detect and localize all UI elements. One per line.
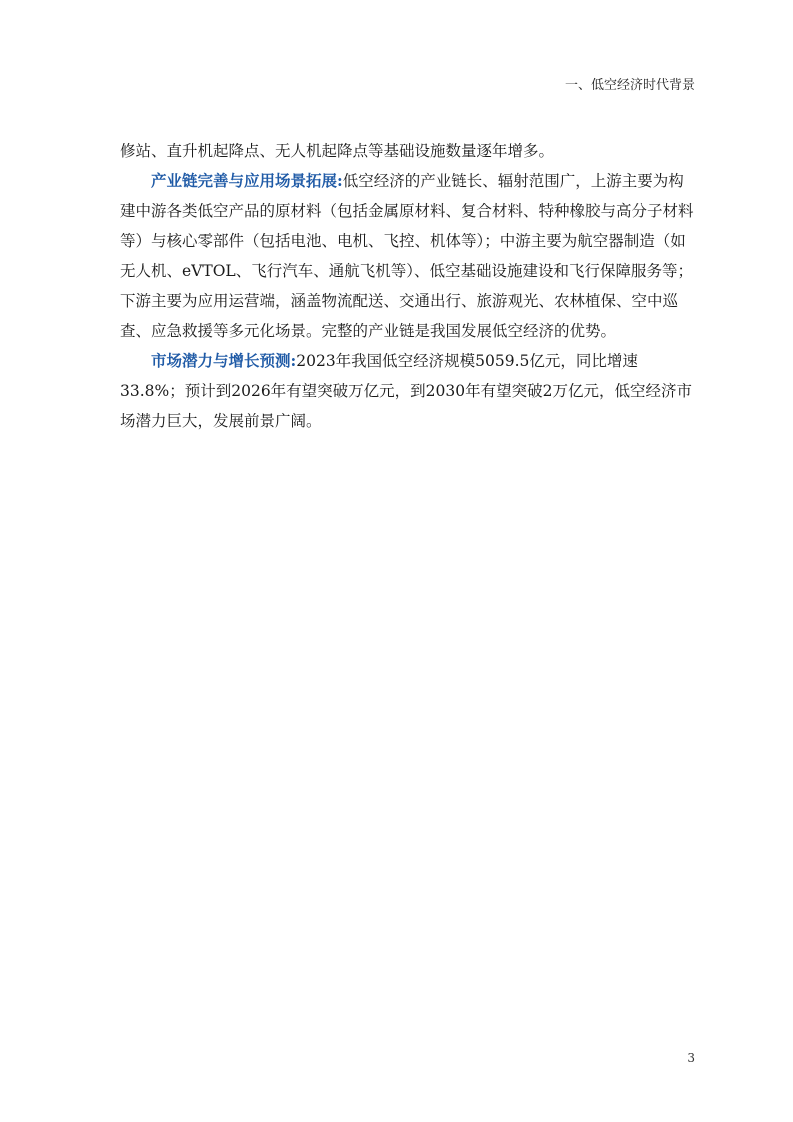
paragraph-continuation <box>120 136 695 166</box>
running-header: 一、低空经济时代背景 <box>564 78 695 93</box>
page-number: 3 <box>687 1051 695 1065</box>
body-text <box>120 136 695 436</box>
paragraph-market-potential <box>120 346 695 436</box>
paragraph-text: 2023年我国低空经济规模5059.5亿元，同比增速33.8%；预计到2026年有望突破万亿元，到2030年有望突破2万亿元，低空经济市场潜力巨大，发展前景广阔。 <box>120 352 692 430</box>
paragraph-lead: 市场潜力与增长预测: <box>151 351 297 370</box>
paragraph-text: 低空经济的产业链长、辐射范围广，上游主要为构建中游各类低空产品的原材料（包括金属原材料、复合材料、特种橡胶与高分子材料等）与核心零部件（包括电池、电机、飞控、机体等）；中游主要为航空器制造（如无人机、eVTOL、飞行汽车、通航飞机等）、低空基础设施建设和飞行保障服务等；下游主要为应用运营端，涵盖物流配送、交通出行、旅游观光、农林植保、空中巡查、应急救援等多元化场景。完整的产业链是我国发展低空经济的优势。 <box>120 172 694 340</box>
paragraph-industry-chain <box>120 166 695 346</box>
paragraph-lead: 产业链完善与应用场景拓展: <box>151 171 343 190</box>
paragraph-text: 修站、直升机起降点、无人机起降点等基础设施数量逐年增多。 <box>120 142 555 160</box>
